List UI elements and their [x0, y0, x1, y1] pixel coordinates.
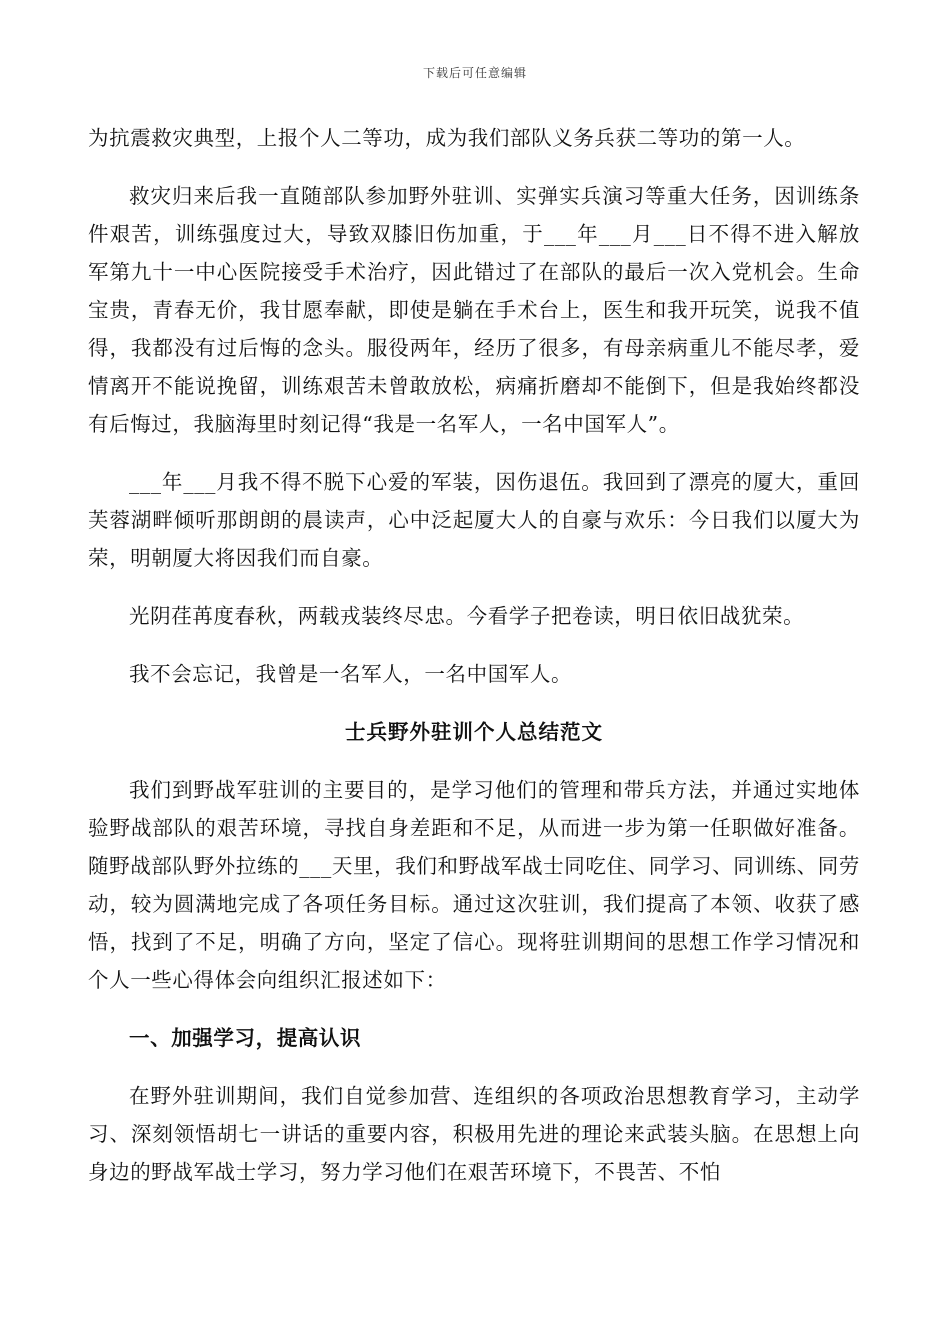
subheading-1: 一、加强学习，提高认识 [129, 1026, 362, 1050]
paragraph-2: 救灾归来后我一直随部队参加野外驻训、实弹实兵演习等重大任务，因训练条件艰苦，训练强度过大，导致双膝旧伤加重，于___年___月___日不得不进入解放军第九十一中心医院接受手术治疗，因此错过了在部队的最后一次入党机会。生命宝贵，青春无价，我甘愿奉献，即使是躺在手术台上，医生和我开玩笑，说我不值得，我都没有过后悔的念头。服役两年，经历了很多，有母亲病重儿不能尽孝，爱情离开不能说挽留，训练艰苦未曾敢放松，病痛折磨却不能倒下，但是我始终都没有后悔过，我脑海里时刻记得“我是一名军人，一名中国军人”。 [88, 184, 860, 436]
page-header-note: 下载后可任意编辑 [422, 66, 527, 80]
paragraph-4: 光阴荏苒度春秋，两载戎装终尽忠。今看学子把卷读，明日依旧战犹荣。 [129, 604, 805, 628]
paragraph-6: 我们到野战军驻训的主要目的，是学习他们的管理和带兵方法，并通过实地体验野战部队的艰苦环境，寻找自身差距和不足，从而进一步为第一任职做好准备。随野战部队野外拉练的___天里，我们和野战军战士同吃住、同学习、同训练、同劳动，较为圆满地完成了各项任务目标。通过这次驻训，我们提高了本领、收获了感悟，找到了不足，明确了方向，坚定了信心。现将驻训期间的思想工作学习情况和个人一些心得体会向组织汇报述如下： [88, 778, 860, 992]
document-body [88, 119, 860, 1191]
paragraph-1: 为抗震救灾典型，上报个人二等功，成为我们部队义务兵获二等功的第一人。 [88, 126, 806, 150]
paragraph-3: ___年___月我不得不脱下心爱的军装，因伤退伍。我回到了漂亮的厦大，重回芙蓉湖畔倾听那朗朗的晨读声，心中泛起厦大人的自豪与欢乐：今日我们以厦大为荣，明朝厦大将因我们而自豪。 [88, 470, 860, 570]
paragraph-5: 我不会忘记，我曾是一名军人，一名中国军人。 [129, 662, 573, 686]
paragraph-7: 在野外驻训期间，我们自觉参加营、连组织的各项政治思想教育学习，主动学习、深刻领悟胡七一讲话的重要内容，积极用先进的理论来武装头脑。在思想上向身边的野战军战士学习，努力学习他们在艰苦环境下，不畏苦、不怕 [88, 1084, 860, 1184]
section-title: 士兵野外驻训个人总结范文 [345, 720, 603, 744]
